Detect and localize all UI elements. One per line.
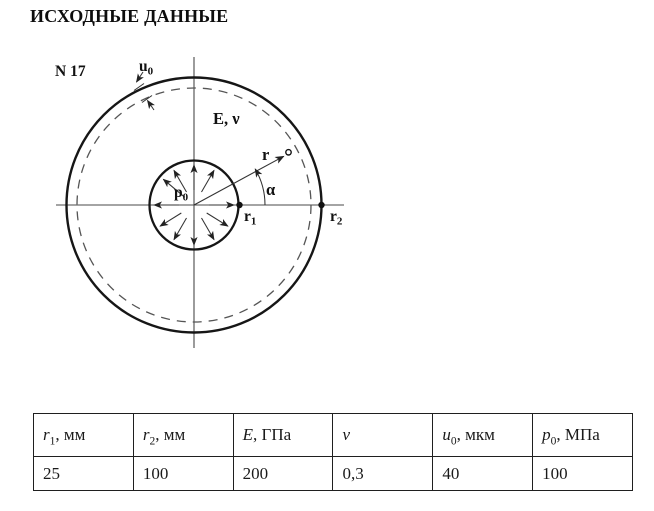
label-material: E, ν — [213, 109, 240, 128]
header-nu: ν — [333, 414, 433, 457]
header-r2: $r_2$, мм — [133, 414, 233, 457]
value-u0: 40 — [433, 457, 533, 491]
header-E: E, ГПа — [233, 414, 333, 457]
header-r1: $r_1$, мм — [34, 414, 134, 457]
alpha-arc — [255, 169, 265, 205]
pressure-arrow — [207, 213, 228, 226]
header-p0: $p_0$, МПа — [533, 414, 633, 457]
label-r1: $r_1$ — [244, 208, 257, 228]
page-title: ИСХОДНЫЕ ДАННЫЕ — [30, 6, 229, 26]
label-u0: $u_0$ — [139, 58, 154, 78]
parameters-table — [33, 413, 633, 491]
table-header-row — [34, 414, 633, 457]
pressure-arrow — [174, 218, 187, 240]
label-alpha: α — [266, 180, 276, 199]
pressure-arrow — [202, 218, 215, 240]
label-r2: $r_2$ — [330, 208, 343, 228]
label-n17: N 17 — [55, 63, 86, 80]
point-marker — [286, 150, 291, 155]
value-E: 200 — [233, 457, 333, 491]
r2-point-dot — [318, 202, 324, 208]
label-p0: $p_0$ — [174, 184, 189, 204]
u0-lower-arrow — [148, 101, 155, 111]
header-u0: $u_0$, мкм — [433, 414, 533, 457]
label-r: r — [262, 145, 270, 164]
pressure-arrow — [160, 213, 181, 226]
value-r1: 25 — [34, 457, 134, 491]
table-values-row — [34, 457, 633, 491]
value-r2: 100 — [133, 457, 233, 491]
value-nu: 0,3 — [333, 457, 433, 491]
pressure-arrow — [202, 170, 215, 192]
value-p0: 100 — [533, 457, 633, 491]
r1-point-dot — [236, 202, 242, 208]
